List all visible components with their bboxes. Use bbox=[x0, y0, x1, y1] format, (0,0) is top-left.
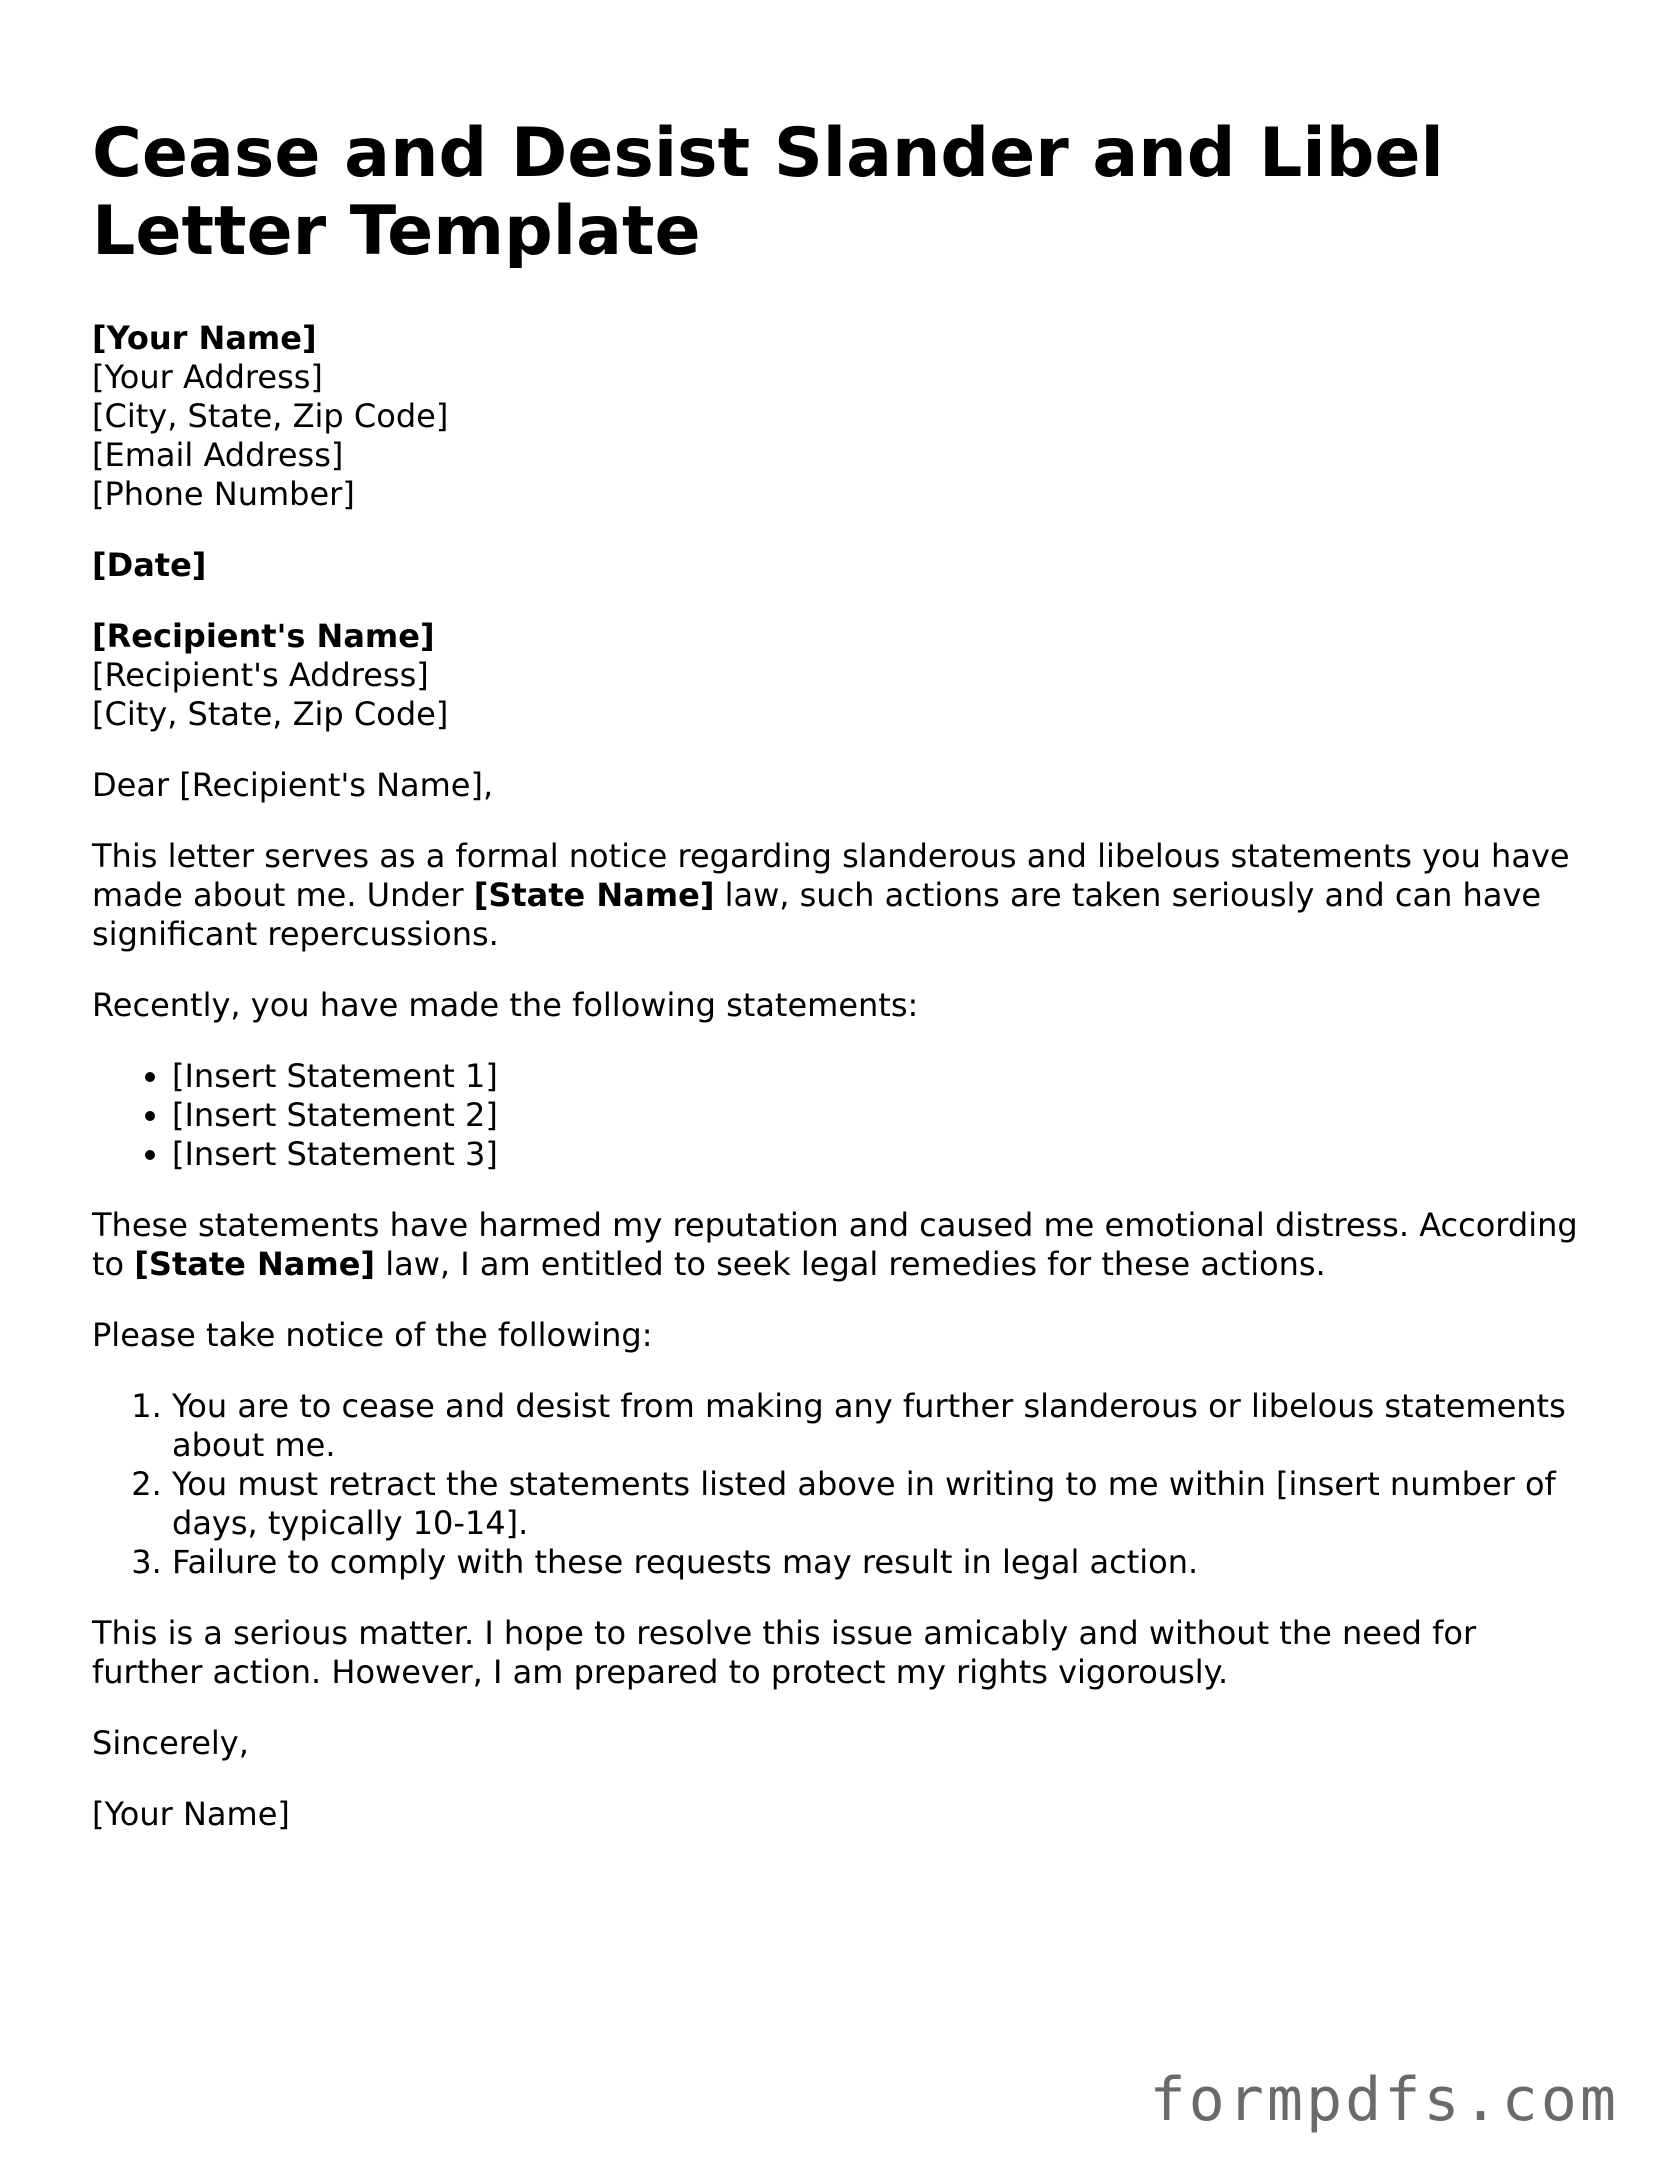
sender-email: [Email Address] bbox=[92, 436, 344, 474]
watermark-logo: formpdfs.com bbox=[1149, 2065, 1619, 2135]
recipient-block bbox=[92, 617, 1592, 734]
salutation: Dear [Recipient's Name], bbox=[92, 766, 494, 804]
letter-date: [Date] bbox=[92, 546, 207, 584]
paragraph-notice-post: law, such actions are taken seriously and can have significant repercussions. bbox=[92, 876, 1542, 953]
list-item: • [Insert Statement 1] bbox=[172, 1057, 1592, 1096]
statements-intro: Recently, you have made the following statements: bbox=[92, 986, 919, 1024]
list-item: 2. You must retract the statements listed above in writing to me within [insert number of days, typically 10-14]. bbox=[172, 1465, 1592, 1543]
notice-intro: Please take notice of the following: bbox=[92, 1316, 653, 1354]
paragraph-harm bbox=[92, 1206, 1592, 1284]
state-name-placeholder: [State Name] bbox=[134, 1245, 376, 1283]
paragraph-notice bbox=[92, 837, 1592, 954]
list-item: • [Insert Statement 2] bbox=[172, 1096, 1592, 1135]
state-name-placeholder: [State Name] bbox=[473, 876, 715, 914]
list-item: 1. You are to cease and desist from making any further slanderous or libelous statements about me. bbox=[172, 1387, 1592, 1465]
list-item: 3. Failure to comply with these requests may result in legal action. bbox=[172, 1543, 1592, 1582]
letter-document bbox=[92, 115, 1592, 1834]
recipient-name: [Recipient's Name] bbox=[92, 617, 435, 655]
sender-name: [Your Name] bbox=[92, 319, 317, 357]
paragraph-harm-pre: These statements have harmed my reputation and caused me emotional distress. According to bbox=[92, 1206, 1578, 1283]
paragraph-harm-post: law, I am entitled to seek legal remedies for these actions. bbox=[375, 1245, 1326, 1283]
sender-phone: [Phone Number] bbox=[92, 475, 355, 513]
sender-city-state-zip: [City, State, Zip Code] bbox=[92, 397, 449, 435]
sign-off: Sincerely, bbox=[92, 1724, 249, 1762]
closing-paragraph: This is a serious matter. I hope to resolve this issue amicably and without the need for further action. However, I am prepared to protect my rights vigorously. bbox=[92, 1614, 1477, 1691]
signature-name: [Your Name] bbox=[92, 1795, 290, 1833]
notices-list bbox=[92, 1387, 1592, 1582]
sender-address: [Your Address] bbox=[92, 358, 323, 396]
recipient-city-state-zip: [City, State, Zip Code] bbox=[92, 695, 449, 733]
sender-block bbox=[92, 319, 1592, 514]
page-title: Cease and Desist Slander and Libel Letter Template bbox=[92, 114, 1444, 271]
list-item: • [Insert Statement 3] bbox=[172, 1135, 1592, 1174]
recipient-address: [Recipient's Address] bbox=[92, 656, 429, 694]
paragraph-notice-pre: This letter serves as a formal notice regarding slanderous and libelous statements you have made about me. Under bbox=[92, 837, 1570, 914]
statements-list bbox=[92, 1057, 1592, 1174]
date-block bbox=[92, 546, 1592, 585]
